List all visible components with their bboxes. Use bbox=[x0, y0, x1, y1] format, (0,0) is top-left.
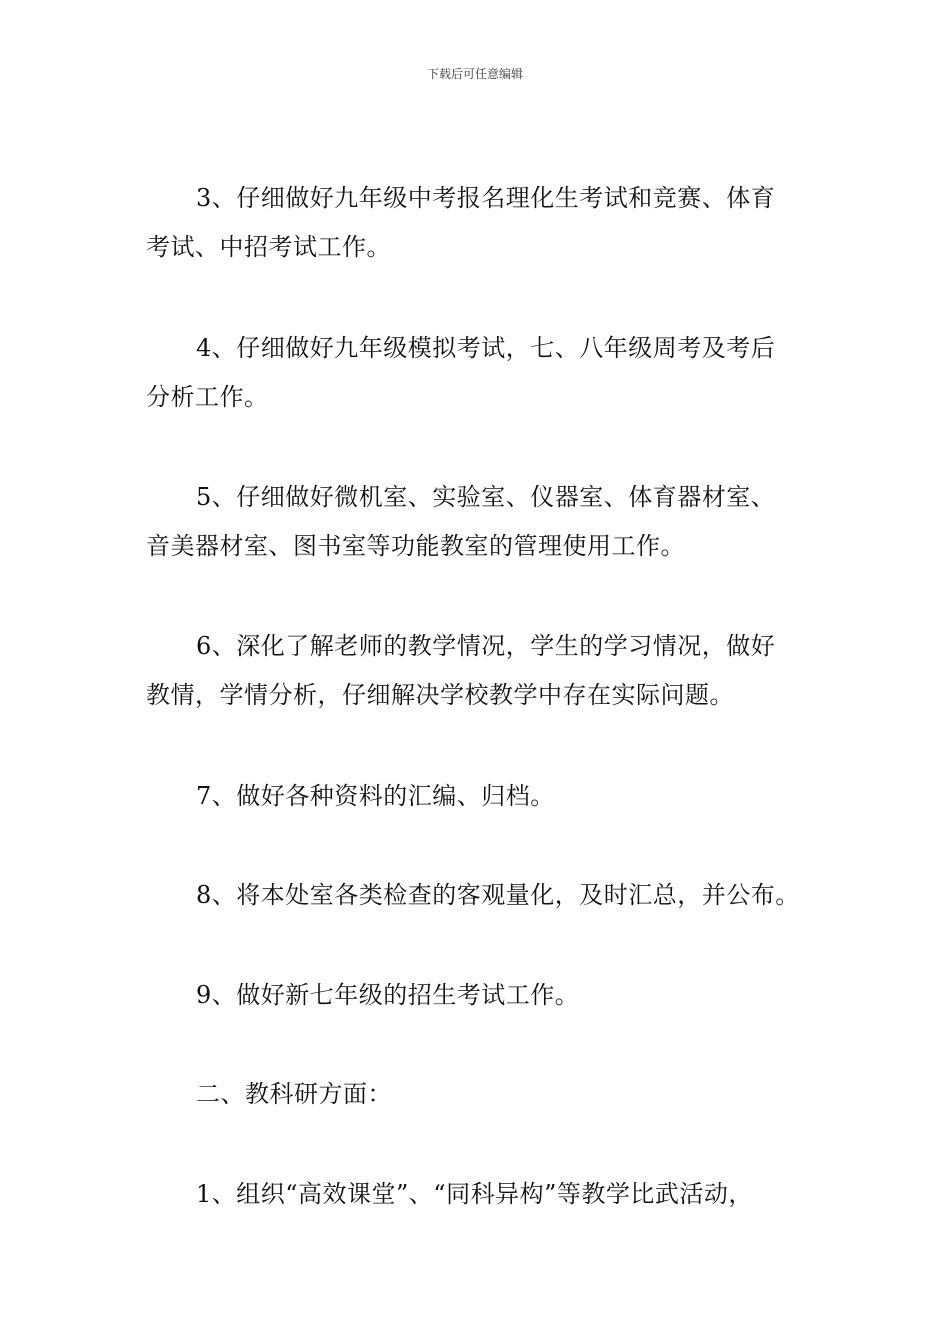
section-heading-research bbox=[146, 1070, 810, 1119]
paragraph-line: 1、组织“高效课堂”、“同科异构”等教学比武活动， bbox=[196, 1180, 753, 1208]
paragraph-item-8 bbox=[146, 871, 810, 920]
paragraph-item-research-1 bbox=[146, 1170, 810, 1219]
paragraph-item-6 bbox=[146, 622, 810, 720]
section-heading-text: 二、教科研方面： bbox=[196, 1080, 392, 1108]
paragraph-item-4 bbox=[146, 324, 810, 422]
paragraph-line: 音美器材室、图书室等功能教室的管理使用工作。 bbox=[146, 532, 685, 560]
paragraph-line: 考试、中招考试工作。 bbox=[146, 233, 391, 261]
paragraph-line: 5、仔细做好微机室、实验室、仪器室、体育器材室、 bbox=[196, 483, 776, 511]
paragraph-line: 8、将本处室各类检查的客观量化，及时汇总，并公布。 bbox=[196, 881, 800, 909]
paragraph-item-7 bbox=[146, 772, 810, 821]
paragraph-line: 分析工作。 bbox=[146, 383, 269, 411]
paragraph-line: 7、做好各种资料的汇编、归档。 bbox=[196, 782, 555, 810]
page-header: 下载后可任意编辑 bbox=[426, 67, 523, 81]
paragraph-line: 9、做好新七年级的招生考试工作。 bbox=[196, 981, 580, 1009]
paragraph-line: 3、仔细做好九年级中考报名理化生考试和竞赛、体育 bbox=[196, 184, 776, 212]
paragraph-line: 4、仔细做好九年级模拟考试，七、八年级周考及考后 bbox=[196, 334, 776, 362]
paragraph-line: 6、深化了解老师的教学情况，学生的学习情况，做好 bbox=[196, 632, 776, 660]
paragraph-item-9 bbox=[146, 971, 810, 1020]
paragraph-line: 教情，学情分析，仔细解决学校教学中存在实际问题。 bbox=[146, 681, 734, 709]
paragraph-item-5 bbox=[146, 473, 810, 571]
paragraph-item-3 bbox=[146, 174, 810, 272]
